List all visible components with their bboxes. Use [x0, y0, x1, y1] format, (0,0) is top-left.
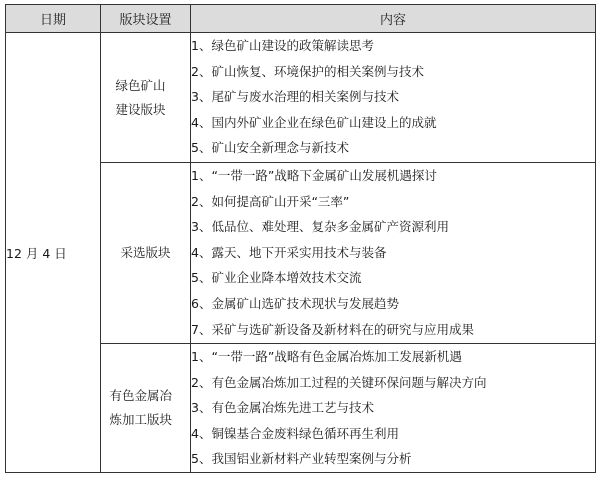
content-mining	[191, 163, 596, 344]
list-item: 7、采矿与选矿新设备及新材料在的研究与应用成果	[191, 321, 474, 337]
item-list	[191, 33, 595, 161]
list-item: 2、如何提高矿山开采“三率”	[191, 193, 350, 209]
header-row	[6, 5, 596, 33]
block-label: 绿色矿山建设版块	[115, 77, 166, 117]
list-item: 4、国内外矿业企业在绿色矿山建设上的成就	[191, 114, 437, 130]
content-green-mine	[191, 33, 596, 163]
item-list	[191, 163, 595, 342]
list-item: 6、金属矿山选矿技术现状与发展趋势	[191, 295, 399, 311]
list-item: 1、绿色矿山建设的政策解读思考	[191, 38, 374, 53]
content-smelting	[191, 344, 596, 473]
list-item: 4、露天、地下开采实用技术与装备	[191, 244, 387, 260]
list-item: 3、有色金属冶炼先进工艺与技术	[191, 400, 374, 416]
block-smelting	[101, 344, 191, 473]
date-cell: 12 月 4 日	[6, 33, 101, 473]
header-block: 版块设置	[101, 5, 191, 33]
list-item: 3、低品位、难处理、复杂多金属矿产资源利用	[191, 219, 449, 235]
section-row-green-mine	[6, 33, 596, 163]
schedule-table	[5, 4, 596, 473]
header-date: 日期	[6, 5, 101, 33]
item-list	[191, 344, 595, 472]
list-item: 5、矿业企业降本增效技术交流	[191, 270, 362, 286]
list-item: 5、矿山安全新理念与新技术	[191, 140, 349, 156]
block-mining	[101, 163, 191, 344]
block-green-mine	[101, 33, 191, 163]
block-label: 有色金属冶炼加工版块	[109, 388, 173, 427]
list-item: 2、有色金属冶炼加工过程的关键环保问题与解决方向	[191, 374, 487, 390]
list-item: 1、“一带一路”战略有色金属冶炼加工发展新机遇	[191, 349, 462, 364]
list-item: 4、铜镍基合金废料绿色循环再生利用	[191, 425, 399, 441]
list-item: 5、我国铝业新材料产业转型案例与分析	[191, 451, 412, 467]
header-content: 内容	[191, 5, 596, 33]
list-item: 3、尾矿与废水治理的相关案例与技术	[191, 89, 399, 105]
list-item: 2、矿山恢复、环境保护的相关案例与技术	[191, 63, 424, 79]
list-item: 1、“一带一路”战略下金属矿山发展机遇探讨	[191, 168, 437, 183]
block-label: 采选版块	[120, 245, 171, 260]
